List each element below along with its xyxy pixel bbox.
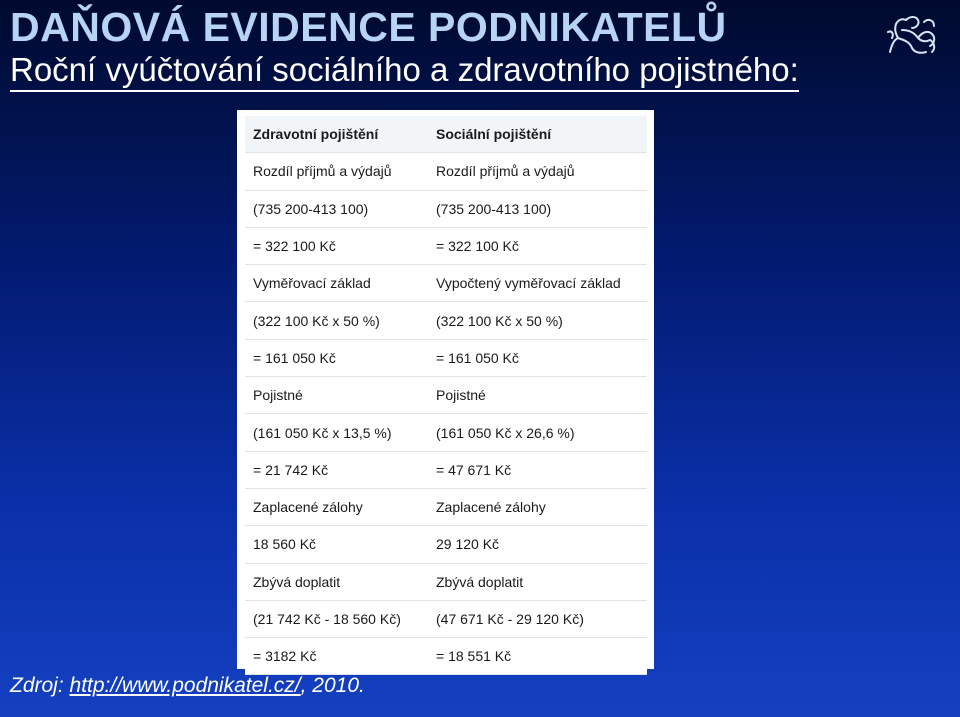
table-row [245,414,647,451]
table-row [245,638,647,675]
header-health-insurance: Zdravotní pojištění [245,116,428,153]
health-insurance-cell: = 3182 Kč [245,638,428,675]
health-insurance-cell: = 21 742 Kč [245,451,428,488]
table-row [245,488,647,525]
table-row [245,600,647,637]
table-row [245,265,647,302]
social-insurance-cell: = 161 050 Kč [428,339,647,376]
social-insurance-cell: (47 671 Kč - 29 120 Kč) [428,600,647,637]
insurance-comparison-table [245,116,647,675]
social-insurance-cell: (735 200-413 100) [428,190,647,227]
health-insurance-cell: Pojistné [245,377,428,414]
social-insurance-cell: Zbývá doplatit [428,563,647,600]
source-prefix: Zdroj: [10,674,70,697]
slide-subtitle: Roční vyúčtování sociálního a zdravotního pojistného: [10,50,799,92]
header-social-insurance: Sociální pojištění [428,116,647,153]
source-suffix: , 2010. [300,674,365,697]
social-insurance-cell: Pojistné [428,377,647,414]
health-insurance-cell: Zbývá doplatit [245,563,428,600]
health-insurance-cell: Zaplacené zálohy [245,488,428,525]
social-insurance-cell: (161 050 Kč x 26,6 %) [428,414,647,451]
social-insurance-cell: Zaplacené zálohy [428,488,647,525]
health-insurance-cell: (735 200-413 100) [245,190,428,227]
social-insurance-cell: Rozdíl příjmů a výdajů [428,153,647,190]
social-insurance-cell: = 322 100 Kč [428,227,647,264]
table-row [245,526,647,563]
heraldic-lion-logo-icon [882,12,940,56]
health-insurance-cell: (21 742 Kč - 18 560 Kč) [245,600,428,637]
health-insurance-cell: Vyměřovací základ [245,265,428,302]
table-row [245,190,647,227]
social-insurance-cell: 29 120 Kč [428,526,647,563]
health-insurance-cell: (161 050 Kč x 13,5 %) [245,414,428,451]
health-insurance-cell: = 161 050 Kč [245,339,428,376]
health-insurance-cell: 18 560 Kč [245,526,428,563]
health-insurance-cell: (322 100 Kč x 50 %) [245,302,428,339]
table-row [245,153,647,190]
slide-title: DAŇOVÁ EVIDENCE PODNIKATELŮ [10,4,727,50]
social-insurance-cell: Vypočtený vyměřovací základ [428,265,647,302]
table-row [245,563,647,600]
social-insurance-cell: = 18 551 Kč [428,638,647,675]
health-insurance-cell: Rozdíl příjmů a výdajů [245,153,428,190]
table-row [245,339,647,376]
table-row [245,377,647,414]
source-link[interactable]: http://www.podnikatel.cz/ [69,674,301,697]
social-insurance-cell: = 47 671 Kč [428,451,647,488]
insurance-table-card [237,110,654,669]
source-citation [10,674,365,698]
table-row [245,302,647,339]
health-insurance-cell: = 322 100 Kč [245,227,428,264]
social-insurance-cell: (322 100 Kč x 50 %) [428,302,647,339]
table-row [245,227,647,264]
table-row [245,451,647,488]
table-header-row [245,116,647,153]
